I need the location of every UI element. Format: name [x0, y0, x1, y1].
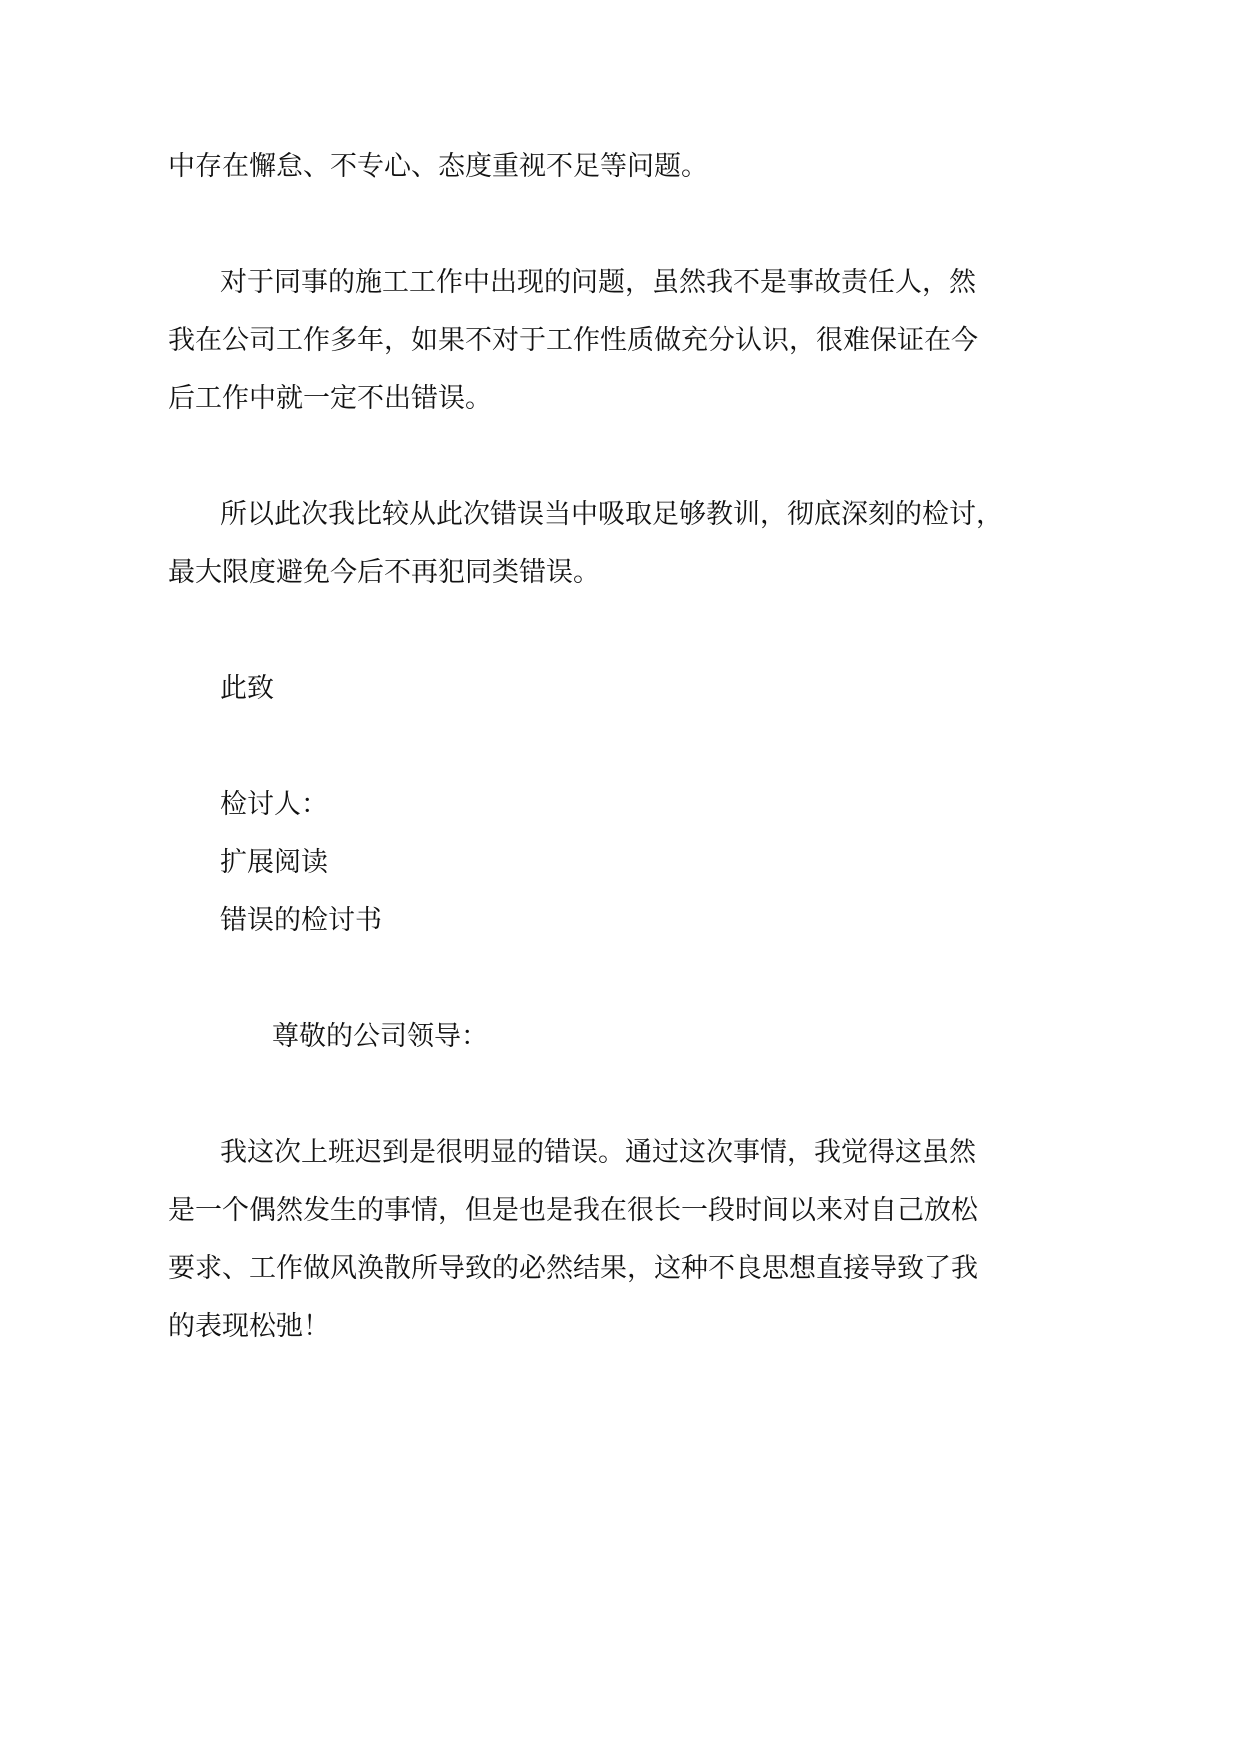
paragraph-3-line-2: 最大限度避免今后不再犯同类错误。: [168, 557, 600, 588]
paragraph-2-line-3: 后工作中就一定不出错误。: [168, 383, 492, 414]
closing-text: 此致: [220, 673, 274, 704]
paragraph-4-line-3: 要求、工作做风涣散所导致的必然结果，这种不良思想直接导致了我: [168, 1253, 978, 1284]
paragraph-4-line-4: 的表现松弛！: [168, 1311, 330, 1342]
paragraph-1-line-1: 中存在懈怠、不专心、态度重视不足等问题。: [168, 151, 708, 182]
paragraph-2-line-2: 我在公司工作多年，如果不对于工作性质做充分认识，很难保证在今: [168, 325, 978, 356]
greeting-text: 尊敬的公司领导：: [272, 1021, 488, 1052]
paragraph-2-line-1: 对于同事的施工工作中出现的问题，虽然我不是事故责任人，然: [220, 267, 976, 298]
signature-label: 检讨人：: [220, 789, 328, 820]
paragraph-3-line-1: 所以此次我比较从此次错误当中吸取足够教训，彻底深刻的检讨，: [220, 499, 1003, 530]
extended-reading-label: 扩展阅读: [220, 847, 328, 878]
extended-article-title: 错误的检讨书: [220, 905, 382, 936]
paragraph-4-line-2: 是一个偶然发生的事情，但是也是我在很长一段时间以来对自己放松: [168, 1195, 978, 1226]
paragraph-4-line-1: 我这次上班迟到是很明显的错误。通过这次事情，我觉得这虽然: [220, 1137, 976, 1168]
